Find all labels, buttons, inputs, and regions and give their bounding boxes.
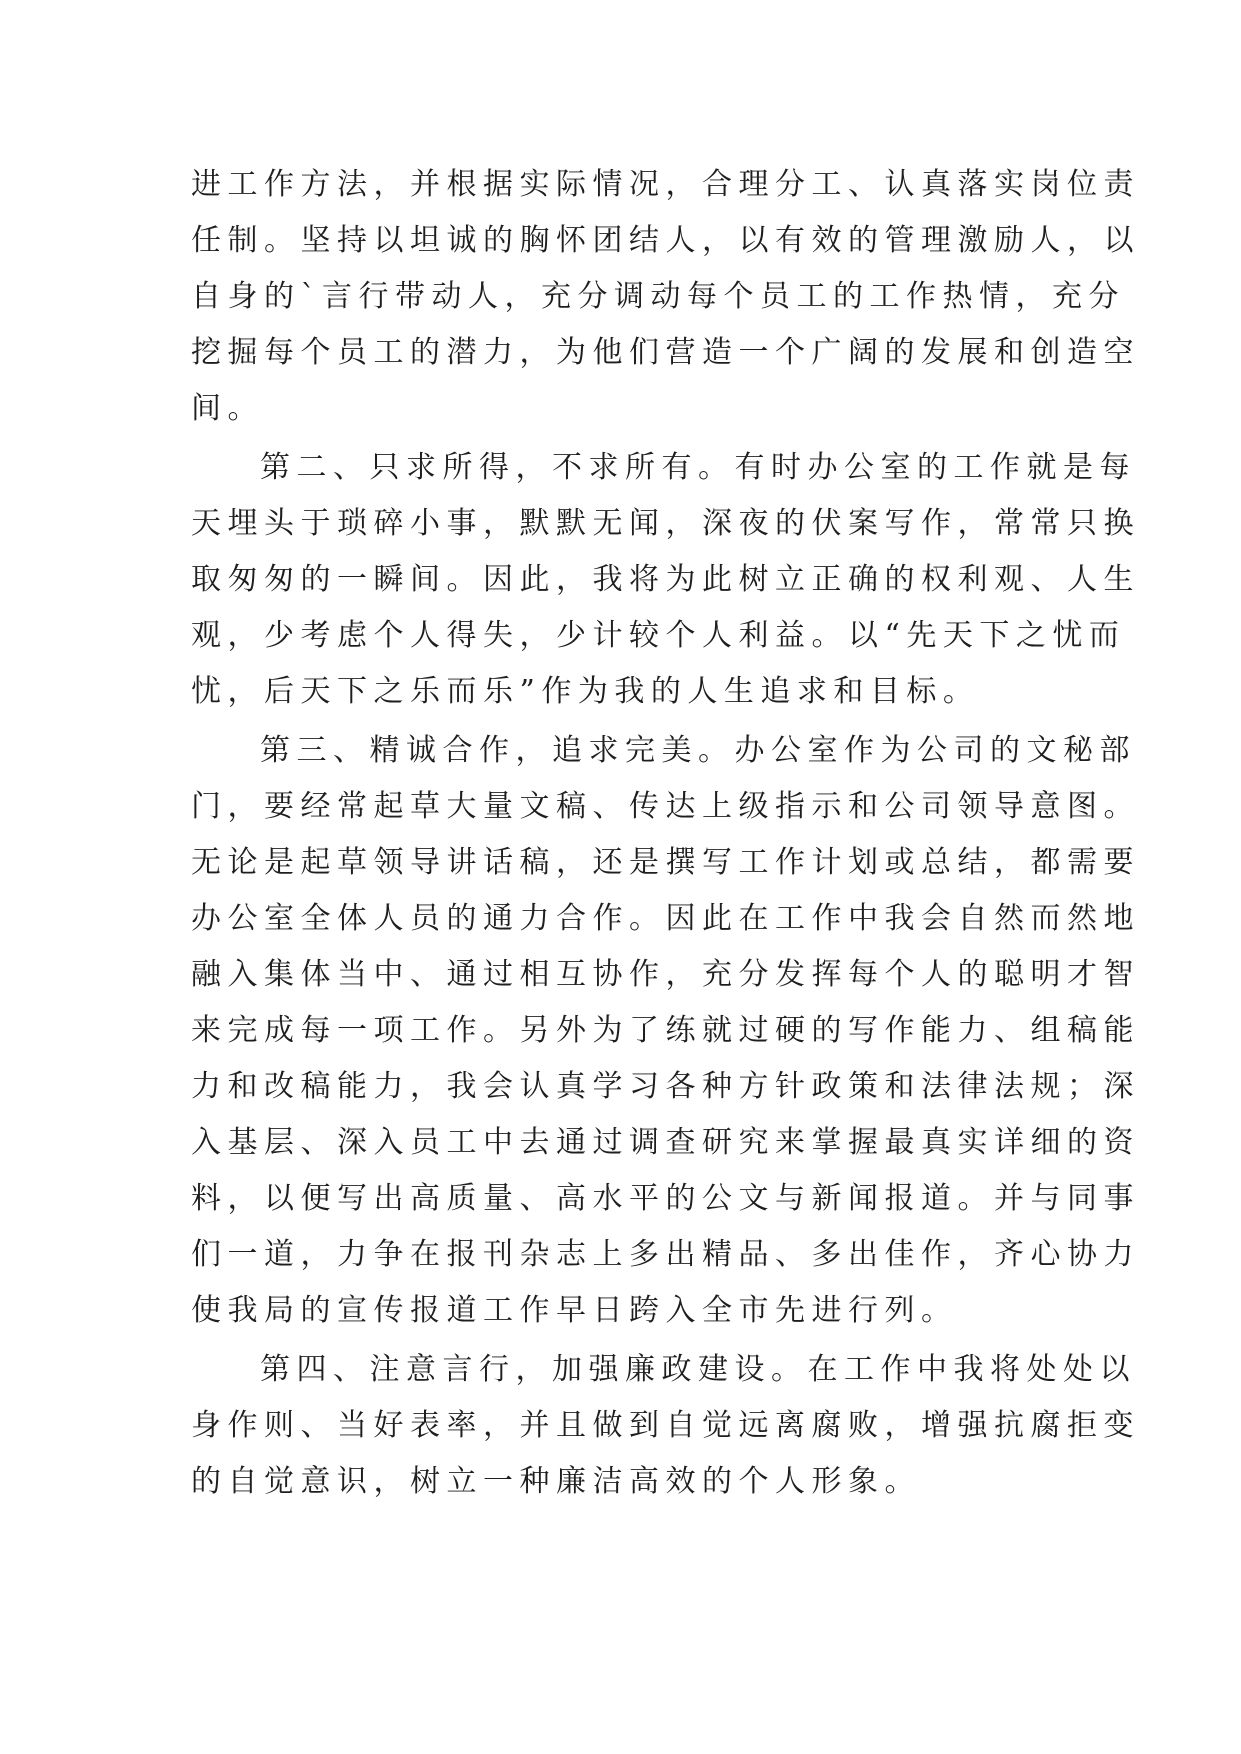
text-line: 任制。坚持以坦诚的胸怀团结人，以有效的管理激励人，以: [191, 223, 1140, 258]
text-line: 无论是起草领导讲话稿，还是撰写工作计划或总结，都需要: [191, 845, 1140, 880]
text-line: 进工作方法，并根据实际情况，合理分工、认真落实岗位责: [191, 167, 1140, 202]
text-line: 来完成每一项工作。另外为了练就过硬的写作能力、组稿能: [191, 1013, 1140, 1048]
text-line: 融入集体当中、通过相互协作，充分发挥每个人的聪明才智: [191, 957, 1140, 992]
text-line: 天埋头于琐碎小事，默默无闻，深夜的伏案写作，常常只换: [191, 506, 1140, 541]
text-line: 观，少考虑个人得失，少计较个人利益。以“先天下之忧而: [191, 618, 1126, 653]
text-line: 取匆匆的一瞬间。因此，我将为此树立正确的权利观、人生: [191, 562, 1140, 597]
text-line: 办公室全体人员的通力合作。因此在工作中我会自然而然地: [191, 901, 1140, 936]
paragraph: [191, 440, 1191, 720]
paragraph: [191, 1342, 1191, 1510]
text-line: 们一道，力争在报刊杂志上多出精品、多出佳作，齐心协力: [191, 1237, 1140, 1272]
text-line: 挖掘每个员工的潜力，为他们营造一个广阔的发展和创造空: [191, 335, 1140, 370]
text-line: 力和改稿能力，我会认真学习各种方针政策和法律法规；深: [191, 1069, 1140, 1104]
text-line: 间。: [191, 391, 264, 426]
text-line: 第二、只求所得，不求所有。有时办公室的工作就是每: [260, 450, 1136, 485]
paragraph: [191, 723, 1191, 1339]
text-line: 第四、注意言行，加强廉政建设。在工作中我将处处以: [260, 1352, 1136, 1387]
text-line: 入基层、深入员工中去通过调查研究来掌握最真实详细的资: [191, 1125, 1140, 1160]
text-line: 料，以便写出高质量、高水平的公文与新闻报道。并与同事: [191, 1181, 1140, 1216]
text-line: 身作则、当好表率，并且做到自觉远离腐败，增强抗腐拒变: [191, 1408, 1140, 1443]
paragraph: [191, 157, 1191, 437]
text-line: 自身的`言行带动人，充分调动每个员工的工作热情，充分: [191, 279, 1125, 314]
text-line: 忧，后天下之乐而乐”作为我的人生追求和目标。: [191, 674, 980, 709]
document-body: [191, 157, 1191, 1510]
text-line: 的自觉意识，树立一种廉洁高效的个人形象。: [191, 1464, 921, 1499]
text-line: 使我局的宣传报道工作早日跨入全市先进行列。: [191, 1293, 958, 1328]
text-line: 门，要经常起草大量文稿、传达上级指示和公司领导意图。: [191, 789, 1140, 824]
text-line: 第三、精诚合作，追求完美。办公室作为公司的文秘部: [260, 733, 1136, 768]
